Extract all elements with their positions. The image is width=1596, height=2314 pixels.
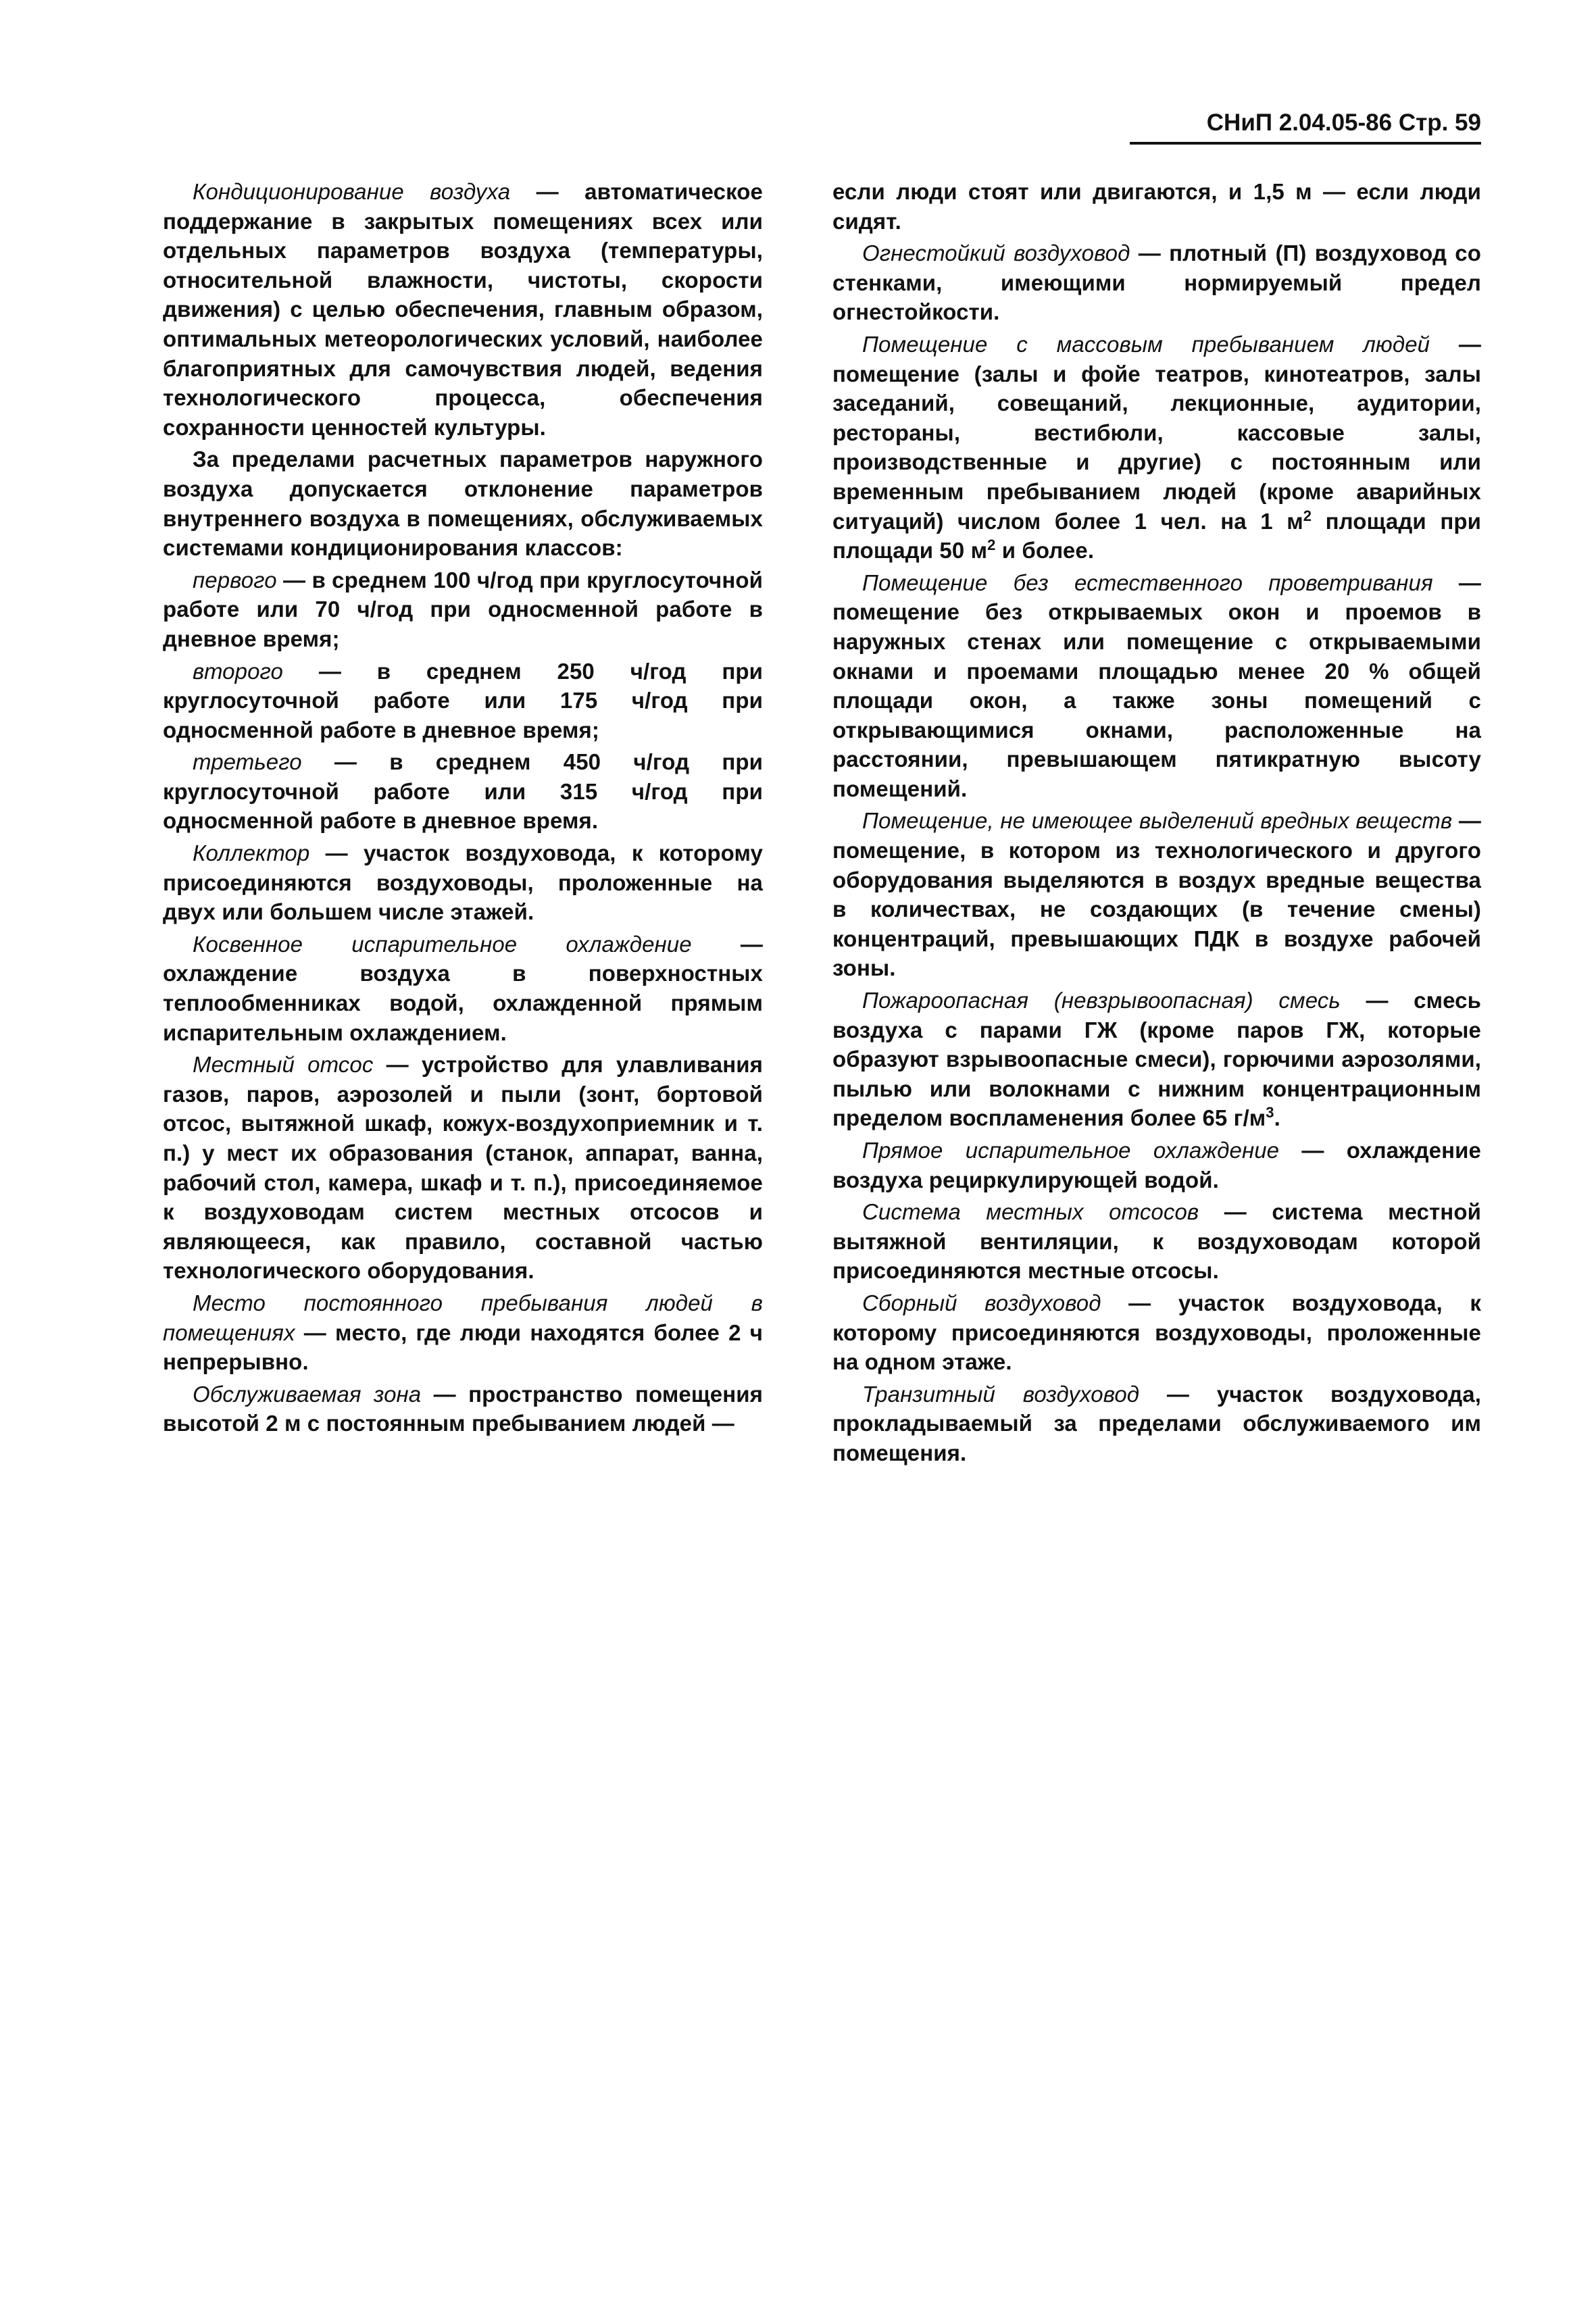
definition-term: Сборный воздуховод xyxy=(862,1290,1101,1315)
definition-paragraph xyxy=(832,238,1481,327)
definition-text: — место, где люди находятся более 2 ч непрерывно. xyxy=(163,1319,763,1375)
class-text: — в среднем 100 ч/год при круглосуточной работе или 70 ч/год при односменной работе в дневное время; xyxy=(163,567,763,651)
definition-paragraph xyxy=(163,838,763,927)
page-header: СНиП 2.04.05-86 Стр. 59 xyxy=(1130,108,1481,145)
superscript: 2 xyxy=(987,536,996,554)
right-column xyxy=(832,177,1481,1471)
definition-paragraph xyxy=(832,568,1481,804)
definition-paragraph xyxy=(832,330,1481,565)
class-term: третьего xyxy=(193,749,302,775)
definition-term: Помещение, не имеющее выделений вредных веществ xyxy=(862,808,1453,834)
definition-term: Прямое испарительное охлаждение xyxy=(862,1138,1280,1163)
class-text: — в среднем 250 ч/год при круглосуточной работе или 175 ч/год при односменной работе в дневное время; xyxy=(163,658,763,743)
definition-paragraph xyxy=(832,1197,1481,1286)
definition-term: Местный отсос xyxy=(193,1052,374,1078)
definition-term: Косвенное испарительное охлаждение xyxy=(193,931,692,957)
definition-text: — плотный (П) воздуховод со стенками, имеющими нормируемый предел огнестойкости. xyxy=(832,241,1481,325)
definition-paragraph xyxy=(832,806,1481,983)
left-column xyxy=(163,177,763,1441)
class-term: первого xyxy=(193,567,277,593)
definition-text: — помещение, в котором из технологического и другого оборудования выделяются в воздух вредные вещества в количествах, не создающих (в течение смены) концентраций, превышающих ПДК в воздухе рабочей зоны. xyxy=(832,808,1482,981)
definition-text: . xyxy=(1274,1105,1280,1131)
superscript: 3 xyxy=(1266,1104,1274,1122)
definition-text: — помещение без открываемых окон и проемов в наружных стенах или помещение с открываемыми окнами и проемами площадью менее 20 % общей площади окон, а также зоны помещений с открывающимися окнами, расположенные на расстоянии, превышающем пятикратную высоту помещений. xyxy=(832,570,1481,801)
class-text: — в среднем 450 ч/год при круглосуточной работе или 315 ч/год при односменной работе в дневное время. xyxy=(163,749,763,834)
paragraph-continuation xyxy=(832,177,1481,236)
class-item-third xyxy=(163,747,763,836)
paragraph xyxy=(163,445,763,562)
class-term: второго xyxy=(193,658,283,684)
definition-paragraph xyxy=(163,177,763,442)
definition-paragraph xyxy=(832,1288,1481,1377)
definition-paragraph xyxy=(832,1380,1481,1468)
class-item-first xyxy=(163,565,763,654)
paragraph-text: если люди стоят или двигаются, и 1,5 м — если люди сидят. xyxy=(832,179,1481,234)
definition-term: Кондиционирование воздуха xyxy=(193,179,511,204)
definition-term: Обслуживаемая зона xyxy=(193,1381,422,1407)
definition-text: — охлаждение воздуха рециркулирующей водой. xyxy=(832,1138,1481,1192)
definition-text: — автоматическое поддержание в закрытых помещениях всех или отдельных параметров воздуха (температуры, относительной влажности, чистоты, скорости движения) с целью обеспечения, главным образом, оптимальных метеорологических условий, наиболее благоприятных для самочувствия людей, ведения технологического процесса, обеспечения сохранности ценностей культуры. xyxy=(163,179,763,440)
definition-paragraph xyxy=(163,1288,763,1377)
definition-text: — участок воздуховода, прокладываемый за пределами обслуживаемого им помещения. xyxy=(832,1381,1481,1465)
definition-term: Система местных отсосов xyxy=(862,1199,1199,1225)
class-item-second xyxy=(163,657,763,745)
definition-text: — помещение (залы и фойе театров, кинотеатров, залы заседаний, совещаний, лекционные, аудитории, рестораны, вестибюли, кассовые залы, производственные и другие) с постоянным или временным пребыванием людей (кроме аварийных ситуаций) числом более 1 чел. на 1 м xyxy=(832,331,1481,534)
definition-text: — охлаждение воздуха в поверхностных теплообменниках водой, охлажденной прямым испарительным охлаждением. xyxy=(163,931,763,1045)
definition-term: Коллектор xyxy=(193,840,310,866)
definition-paragraph xyxy=(832,1136,1481,1194)
definition-text: и более. xyxy=(995,538,1095,563)
definition-text: — пространство помещения высотой 2 м с постоянным пребыванием людей — xyxy=(163,1381,763,1436)
definition-term: Транзитный воздуховод xyxy=(862,1381,1140,1407)
definition-text: — смесь воздуха с парами ГЖ (кроме паров ГЖ, которые образуют взрывоопасные смеси), горючими аэрозолями, пылью или волокнами с нижним концентрационным пределом воспламенения более 65 г/м xyxy=(832,988,1481,1131)
definition-text: — устройство для улавливания газов, паров, аэрозолей и пыли (зонт, бортовой отсос, вытяжной шкаф, кожух-воздухоприемник и т. п.) у мест их образования (станок, аппарат, ванна, рабочий стол, камера, шкаф и т. п.), присоединяемое к воздуховодам систем местных отсосов и являющееся, как правило, составной частью технологического оборудования. xyxy=(163,1052,763,1284)
definition-term: Место постоянного пребывания людей в помещениях xyxy=(163,1290,763,1345)
definition-term: Огнестойкий воздуховод xyxy=(862,241,1130,266)
definition-term: Пожароопасная (невзрывоопасная) смесь xyxy=(862,988,1341,1013)
definition-text: площади при площади 50 м xyxy=(832,508,1482,563)
paragraph-text: За пределами расчетных параметров наружного воздуха допускается отклонение параметров внутреннего воздуха в помещениях, обслуживаемых системами кондиционирования классов: xyxy=(163,447,763,561)
definition-term: Помещение с массовым пребыванием людей xyxy=(862,331,1430,357)
definition-text: — участок воздуховода, к которому присоединяются воздуховоды, проложенные на двух или большем числе этажей. xyxy=(163,840,763,925)
definition-paragraph xyxy=(832,986,1481,1133)
definition-paragraph xyxy=(163,1050,763,1286)
definition-paragraph xyxy=(163,1380,763,1438)
definition-text: — участок воздуховода, к которому присоединяются воздуховоды, проложенные на одном этаже. xyxy=(832,1290,1482,1375)
superscript: 2 xyxy=(1303,507,1312,524)
definition-text: — система местной вытяжной вентиляции, к воздуховодам которой присоединяются местные отсосы. xyxy=(832,1199,1481,1284)
definition-term: Помещение без естественного проветривания xyxy=(862,570,1433,595)
definition-paragraph xyxy=(163,930,763,1047)
